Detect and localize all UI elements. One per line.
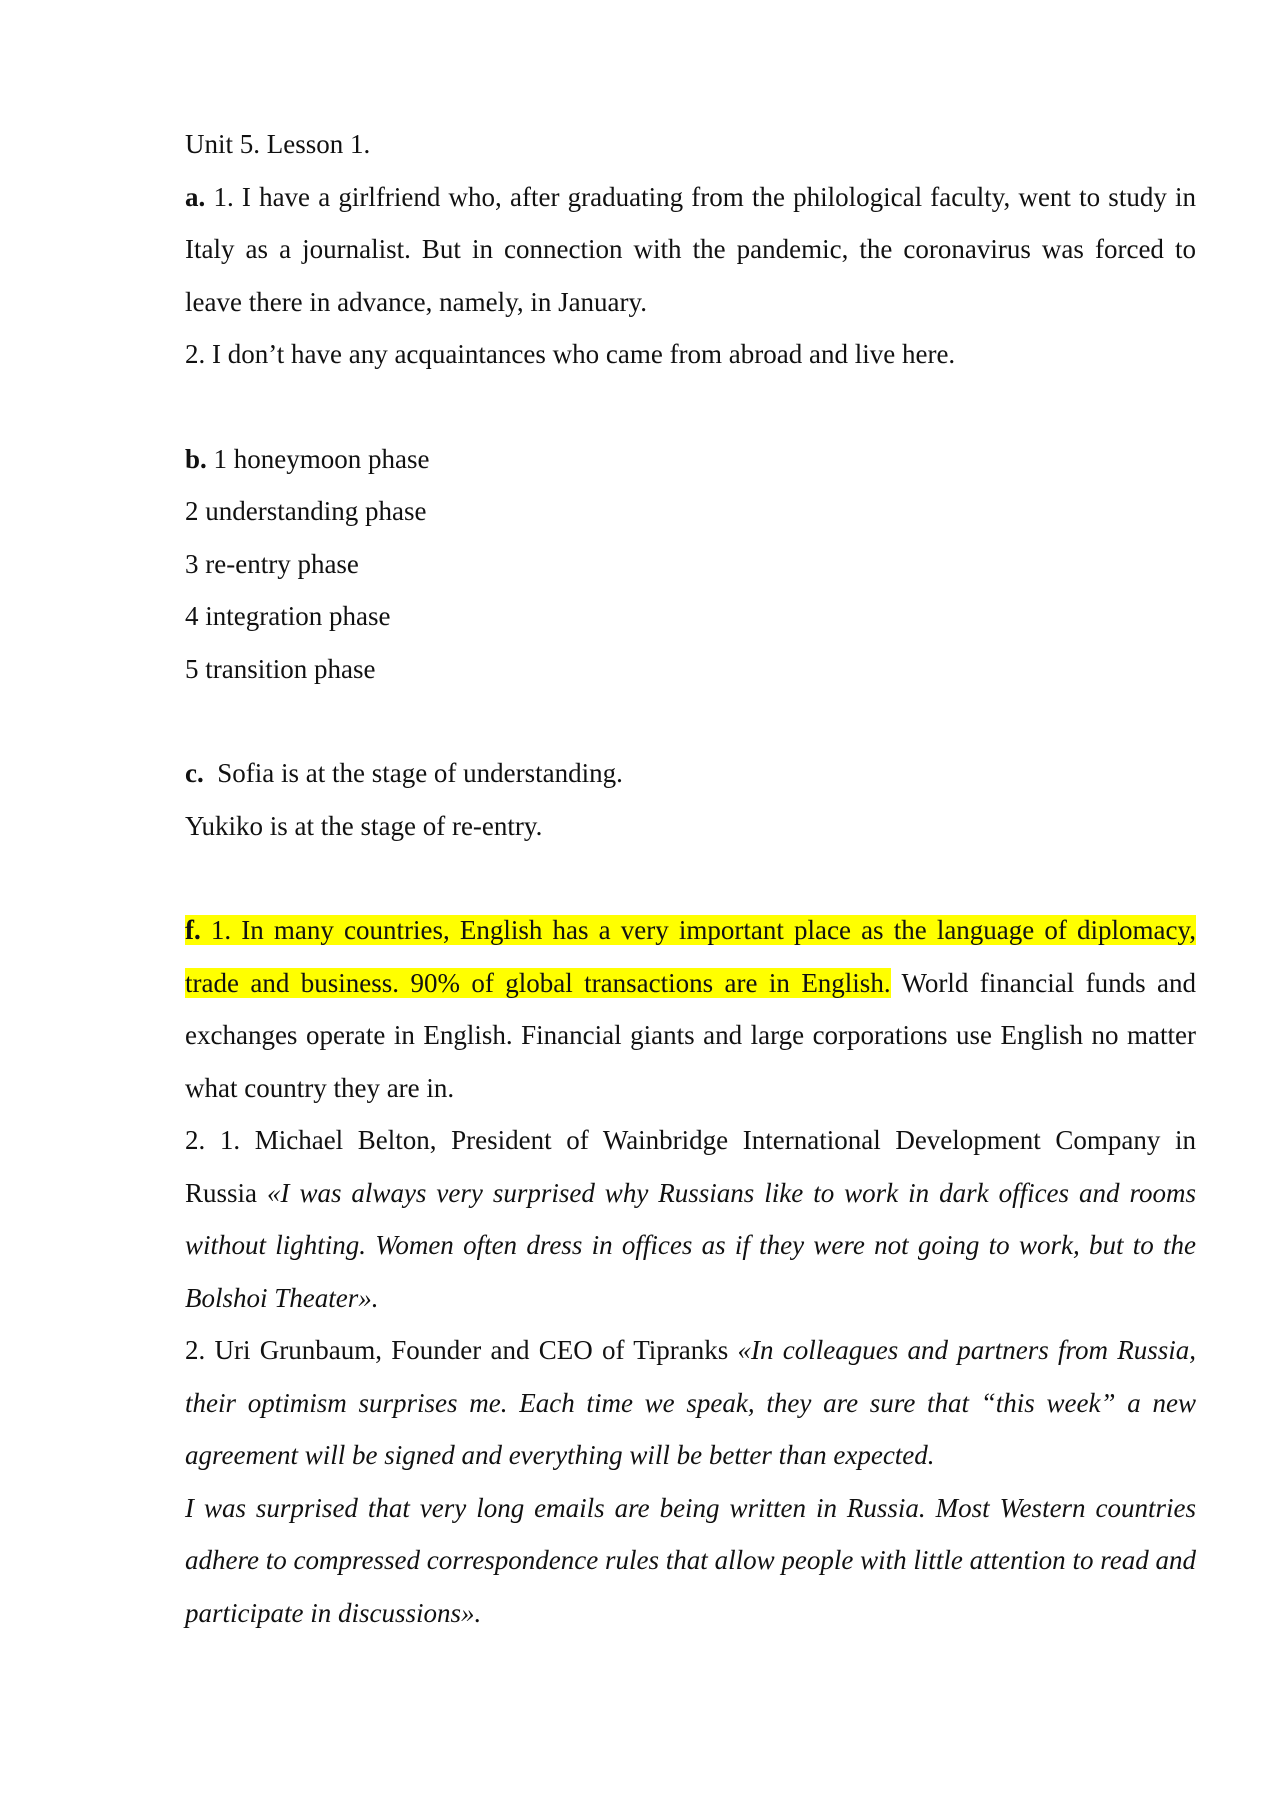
document-page: [185, 118, 1196, 1639]
section-a-item-2: 2. I don’t have any acquaintances who came from abroad and live here.: [185, 339, 956, 369]
section-b-item-1-text: 1 honeymoon phase: [213, 443, 430, 474]
section-f-paragraph-2: [185, 1114, 1196, 1324]
lesson-title: Unit 5. Lesson 1.: [185, 129, 371, 159]
section-b-item-3: 3 re-entry phase: [185, 548, 359, 579]
section-b-item-4: 4 integration phase: [185, 601, 391, 631]
section-a-label: a.: [185, 181, 206, 212]
section-f-label: f.: [185, 915, 201, 945]
section-a-item-1-text: 1. I have a girlfriend who, after graduating from the philological faculty, went to study in Italy as a journalist. But in connection with the pandemic, the coronavirus was forced to leave there in advance, namely, in January.: [185, 181, 1197, 317]
section-c-line-1: [185, 747, 1196, 800]
section-f-paragraph-4: [185, 1482, 1196, 1640]
section-f-paragraph-1: [185, 904, 1196, 1114]
section-f-paragraph-3: [185, 1324, 1196, 1482]
section-f-p3-quote: «In colleagues and partners from Russia, their optimism surprises me. Each time we speak, they are sure that “this week” a new agreement will be signed and everything will be better than expected.: [185, 1335, 1197, 1470]
section-f-p1-rest: World financial funds and exchanges operate in English. Financial giants and large corporations use English no matter what country they are in.: [185, 967, 1197, 1103]
section-b-item-5: 5 transition phase: [185, 653, 376, 684]
section-b-item-2: 2 understanding phase: [185, 496, 427, 526]
section-a-item-1: [185, 171, 1196, 329]
section-b-label: b.: [185, 443, 207, 474]
section-b-item-1: [185, 433, 1196, 486]
section-f-p2-intro: 2. 1. Michael Belton, President of Wainbridge International Development Company in Russia: [185, 1125, 1196, 1208]
section-f-p2-quote: «I was always very surprised why Russians like to work in dark offices and rooms without lighting. Women often dress in offices as if they were not going to work, but to the Bolshoi Theater».: [185, 1177, 1196, 1313]
section-c-line-2: Yukiko is at the stage of re-entry.: [185, 810, 543, 841]
section-c-label: c.: [185, 758, 204, 788]
section-c-line-1-text: Sofia is at the stage of understanding.: [217, 758, 623, 788]
section-f-p1-highlighted: 1. In many countries, English has a very important place as the language of diplomacy, trade and business. 90% of global transactions are in English.: [185, 915, 1196, 998]
section-f-p3-intro: 2. Uri Grunbaum, Founder and CEO of Tipranks: [185, 1335, 729, 1365]
section-f-p4-quote: I was surprised that very long emails are being written in Russia. Most Western countries adhere to compressed correspondence rules that allow people with little attention to read and participate in discussions».: [185, 1492, 1196, 1628]
